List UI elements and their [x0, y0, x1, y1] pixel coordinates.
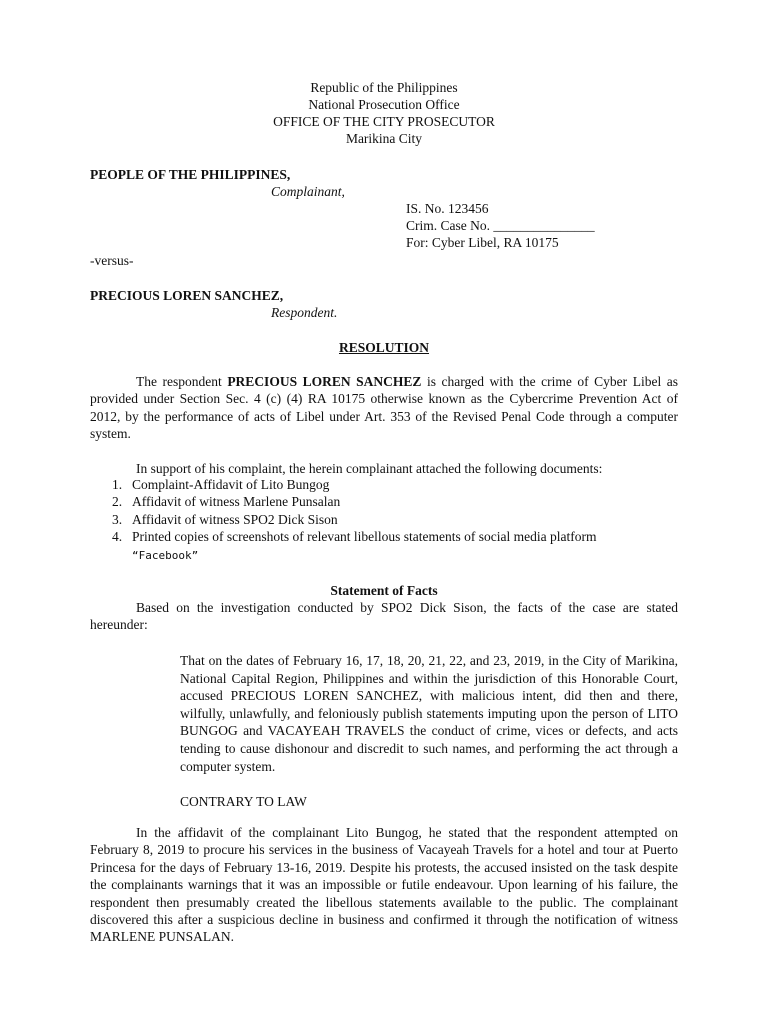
list-item [90, 476, 678, 493]
header-line-republic: Republic of the Philippines [310, 80, 458, 95]
list-item [90, 528, 678, 564]
list-number: 4. [112, 529, 123, 545]
case-charge: For: Cyber Libel, RA 10175 [406, 235, 559, 250]
contrary-to-law: CONTRARY TO LAW [180, 794, 307, 809]
list-item [90, 493, 678, 510]
information-quote: That on the dates of February 16, 17, 18, 20, 21, 22, and 23, 2019, in the City of Marikina, National Capital Region, Philippines and within the jurisdiction of this Honorable Court, accused PRECIOUS LOREN SANCHEZ, with malicious intent, did then and there, wilfully, unlawfully, and feloniously publish statements imputing upon the person of LITO BUNGOG and VACAYEAH TRAVELS the conduct of crime, vices or defects, and acts tending to cause dishonour and discredit to such names, and performing the act through a computer system. [180, 653, 678, 774]
documents-list [90, 476, 678, 564]
header-line-city: Marikina City [345, 131, 423, 146]
is-number: IS. No. 123456 [406, 201, 489, 216]
header-line-prosecutor: OFFICE OF THE CITY PROSECUTOR [273, 114, 495, 129]
list-number: 3. [112, 511, 123, 527]
crim-case-number: Crim. Case No. _______________ [406, 218, 595, 233]
list-text: Affidavit of witness Marlene Punsalan [132, 494, 341, 510]
list-item [90, 511, 678, 528]
header-line-office: National Prosecution Office [308, 97, 460, 112]
list-number: 2. [112, 494, 123, 510]
intro-paragraph [90, 373, 678, 443]
list-text: Printed copies of screenshots of relevant libellous statements of social media platform [132, 529, 597, 545]
complainant-role: Complainant, [271, 184, 345, 199]
versus-label: -versus- [90, 253, 134, 268]
document-title: RESOLUTION [338, 340, 430, 355]
facts-heading: Statement of Facts [330, 583, 438, 598]
intro-text-post: is charged with the crime of Cyber Libel as provided under Section Sec. 4 (c) (4) RA 10175 otherwise known as the Cybercrime Prevention Act of 2012, by the performance of acts of Libel under Art. 353 of the Revised Penal Code through a computer system. [90, 374, 678, 442]
respondent-role: Respondent. [271, 305, 338, 320]
list-number: 1. [112, 477, 123, 492]
facts-intro: Based on the investigation conducted by SPO2 Dick Sison, the facts of the case are stated hereunder: [90, 600, 678, 633]
affidavit-paragraph: In the affidavit of the complainant Lito Bungog, he stated that the respondent attempted on February 8, 2019 to procure his services in the business of Vacayeah Travels for a hotel and tour at Puerto Princesa for the days of February 13-16, 2019. Despite his protests, the accused insisted on the task despite the complainants warnings that it was an impossible or futile endeavour. Upon learning of his failure, the respondent then presumably created the libellous statements available to the public. The complainant discovered this after a suspicious decline in business and confirmed it through the notification of witness MARLENE PUNSALAN. [90, 825, 678, 945]
facebook-label: “Facebook” [132, 548, 199, 562]
respondent-name-inline: PRECIOUS LOREN SANCHEZ [227, 374, 422, 389]
intro-text-pre: The respondent [136, 374, 228, 389]
list-text: Affidavit of witness SPO2 Dick Sison [132, 511, 338, 527]
complainant-name: PEOPLE OF THE PHILIPPINES, [90, 167, 291, 182]
respondent-name: PRECIOUS LOREN SANCHEZ, [90, 288, 284, 303]
support-intro: In support of his complaint, the herein complainant attached the following documents: [136, 461, 603, 476]
list-text: Complaint-Affidavit of Lito Bungog [132, 477, 330, 492]
